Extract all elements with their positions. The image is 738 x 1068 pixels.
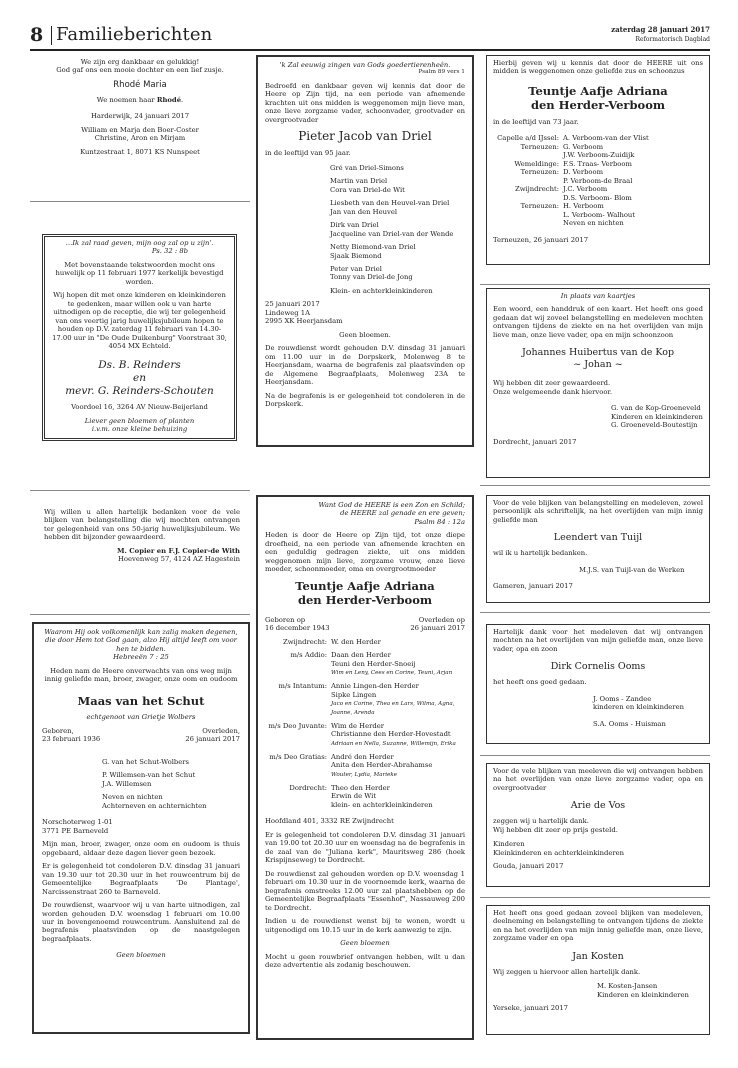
label: Geboren, xyxy=(42,726,74,735)
place: Wemeldinge: xyxy=(514,159,559,168)
note: Geen bloemen xyxy=(340,939,390,948)
family-member: Neven en nichten xyxy=(102,793,163,802)
family-member: J.A. Willemsen xyxy=(102,779,152,788)
thanks-kosten xyxy=(486,905,710,1035)
text: We zijn erg dankbaar en gelukkig! xyxy=(80,58,200,66)
thanks-ooms xyxy=(486,624,710,744)
text: De rouwdienst zal gehouden worden op D.V. woensdag 1 februari om 10.30 uur in de voornoemde kerk, waarna de begrafenis omstreeks 12.00 uur zal plaatshebben op de Gemeentelijke Begraafplaats "Essenhof", Nassauweg 200 te Dordrecht. xyxy=(265,869,465,912)
paper-name: Reformatorisch Dagblad xyxy=(635,36,710,43)
family-member: Peter van Driel xyxy=(330,264,382,273)
signature: kinderen en kleinkinderen xyxy=(593,703,684,712)
text: We noemen haar xyxy=(96,95,155,104)
member: D. Verboom xyxy=(563,168,604,177)
header-rule xyxy=(30,49,710,51)
family-row xyxy=(265,801,465,809)
section-title: Familieberichten xyxy=(56,24,213,45)
label: Overleden op xyxy=(418,615,465,624)
text: Een woord, een handdruk of een kaart. Het heeft ons goed gedaan dat wij zoveel belangstelling en medeleven mochten ontvangen tijdens de ziekte en na het overlijden van mijn lieve man, onze lieve vader, opa en mijn schoonzoon xyxy=(493,305,703,339)
header-divider xyxy=(51,26,52,45)
signature: Kinderen en kleinkinderen xyxy=(611,412,703,421)
family-row xyxy=(265,722,465,748)
place-date: Dordrecht, januari 2017 xyxy=(493,437,577,446)
deceased-name: Jan Kosten xyxy=(572,950,624,962)
place-date: Terneuzen, 26 januari 2017 xyxy=(493,235,589,244)
place: m/s Deo Juvante: xyxy=(268,721,327,730)
signature: M. Kosten-Jansen xyxy=(597,982,658,991)
grandchildren: Adriaan en Nella, Suzanne, Willemijn, Erika xyxy=(331,740,456,747)
text: Voor de vele blijken van meeleven die wij ontvangen hebben na het overlijden van onze lieve zorgzame vader, opa en overgrootvader xyxy=(493,767,703,792)
family-member: Klein- en achterkleinkinderen xyxy=(330,286,433,295)
text: De rouwdienst, waarvoor wij u van harte uitnodigen, zal worden gehouden D.V. woensdag 1 februari om 10.00 uur in bovengenoemd rouwcentrum. Aansluitend zal de begrafenis plaatsvinden op de naastgelegen begraafplaats. xyxy=(42,901,240,943)
place: Terneuzen: xyxy=(520,168,559,177)
family xyxy=(42,758,240,810)
thanks-copier xyxy=(42,506,242,574)
note: Geen bloemen. xyxy=(339,330,391,339)
signature: Kinderen en kleinkinderen xyxy=(597,990,689,999)
address: 3771 PE Barneveld xyxy=(42,826,109,835)
signature: J. Ooms - Zandee xyxy=(593,694,652,703)
deceased-name: Teuntje Aafje Adriana xyxy=(295,578,435,593)
place: Terneuzen: xyxy=(520,142,559,151)
quote: Waarom Hij ook volkomenlijk kan zalig maken degenen, die door Hem tot God gaan, alzo Hij altijd leeft om voor hen te bidden. xyxy=(44,628,238,653)
text: De rouwdienst wordt gehouden D.V. dinsdag 31 januari om 11.00 uur in de Dorpskerk, Molenweg 8 te Heerjansdam, waarna de begrafenis zal plaatsvinden op de Algemene Begraafplaats, Molenweg 23A te Heerjansdam. xyxy=(265,344,465,387)
text: Wij willen u allen hartelijk bedanken voor de vele blijken van belangstelling die wij mochten ontvangen ter gelegenheid van ons 50-jarig huwelijksjubileum. We hebben dit bijzonder gewaardeerd. xyxy=(44,508,240,542)
member: L. Verboom- Walhout xyxy=(563,210,636,219)
value: 26 januari 2017 xyxy=(185,735,240,744)
parents: William en Marja den Boer-Coster xyxy=(81,125,199,134)
member: Theo den Herder xyxy=(331,783,390,792)
member: Christianne den Herder-Hovestadt xyxy=(331,730,451,739)
place-date: Gameren, januari 2017 xyxy=(493,582,573,591)
age: in de leeftijd van 73 jaar. xyxy=(493,117,579,126)
birth-announcement xyxy=(30,55,250,195)
text: Er is gelegenheid tot condoleren D.V. dinsdag 31 januari van 19.00 tot 20.30 uur en woensdag na de begrafenis in de zaal van de "Juliana kerk", Mauritsweg 286 (hoek Krispijnseweg) te Dordrecht. xyxy=(265,830,465,865)
separator xyxy=(30,614,250,615)
family-list xyxy=(265,638,465,810)
family-member: Dirk van Driel xyxy=(330,221,379,230)
member: P. Verboom-de Braal xyxy=(563,176,633,185)
place: Dordrecht: xyxy=(289,783,327,792)
text: wil ik u hartelijk bedanken. xyxy=(493,549,588,558)
family-member: Achterneven en achternichten xyxy=(102,801,207,810)
member: Erwin de Wit xyxy=(331,792,377,801)
deceased-name: den Herder-Verboom xyxy=(297,593,433,608)
value: 16 december 1943 xyxy=(265,624,330,633)
separator xyxy=(30,490,250,491)
place xyxy=(493,151,563,159)
died xyxy=(410,616,465,633)
note: i.v.m. onze kleine behuizing xyxy=(91,425,188,434)
address: 2995 XK Heerjansdam xyxy=(265,317,343,326)
member: Wim de Herder xyxy=(331,721,385,730)
quote: 'k Zal eeuwig zingen van Gods goedertierenheên. xyxy=(279,61,451,69)
obituary-verboom xyxy=(486,55,710,265)
text: We noemen haar Rhodé. xyxy=(96,95,184,104)
address: Hoevenweg 57, 4124 AZ Hagestein xyxy=(118,555,240,564)
signature: S.A. Ooms - Huisman xyxy=(593,719,666,728)
family-row xyxy=(493,177,703,185)
date: 25 januari 2017 xyxy=(265,300,320,309)
deceased-name: Johannes Huibertus van de Kop xyxy=(521,347,675,359)
family-row xyxy=(265,784,465,801)
separator xyxy=(30,201,250,202)
place: Terneuzen: xyxy=(520,202,559,211)
signature: G. Groeneveld-Boutestijn xyxy=(611,421,698,430)
place: Zwijndrecht: xyxy=(282,637,327,646)
member: A. Verboom-van der Vlist xyxy=(563,134,649,143)
born xyxy=(42,727,100,744)
quote: Want God de HEERE is een Zon en Schild; xyxy=(318,501,465,509)
family-row xyxy=(493,219,703,227)
signatures xyxy=(493,695,703,728)
text: Mijn man, broer, zwager, onze oom en oudoom is thuis opgebaard, aldaar deze dagen liever geen bezoek. xyxy=(42,840,240,857)
place: m/s Intantum: xyxy=(278,682,327,691)
signatures xyxy=(493,982,703,999)
address: Voordoel 16, 3264 AV Nieuw-Beijerland xyxy=(71,403,208,412)
text: Het heeft ons goed gedaan zoveel blijken van medeleven, deelneming en belangstelling te ontvangen tijdens de ziekte en na het overlijden van mijn innig geliefde man, onze lieve, zorgzame vader en opa xyxy=(493,909,703,943)
family-row xyxy=(265,651,465,677)
thanks-van-tuijl xyxy=(486,495,710,603)
place xyxy=(493,219,563,227)
text: God gaf ons een mooie dochter en een lief zusje. xyxy=(56,66,224,75)
family-row xyxy=(493,160,703,168)
value: 26 januari 2017 xyxy=(410,624,465,633)
age: in de leeftijd van 95 jaar. xyxy=(265,149,351,158)
member: H. Verboom xyxy=(563,202,604,211)
family-row xyxy=(265,638,465,646)
place-date: Gouda, januari 2017 xyxy=(493,862,564,871)
member: klein- en achterkleinkinderen xyxy=(331,800,433,809)
text: Wij hopen dit met onze kinderen en kleinkinderen te gedenken, maar willen ook u van harte uitnodigen op de receptie, die wij ter gelegenheid van ons veertig jarig huwelijksjubileum hopen te houden op D.V. zaterdag 11 februari van 14.30-17.00 uur in "De Oude Duikenburg" Voorstraat 30, 4054 MX Echteld. xyxy=(52,291,227,351)
deceased-name: den Herder-Verboom xyxy=(530,98,666,113)
family-member: Gré van Driel-Simons xyxy=(330,163,404,172)
members xyxy=(331,651,465,677)
text: Wij hebben dit zeer op prijs gesteld. xyxy=(493,825,618,834)
child-name-bold: Rhodé xyxy=(156,95,182,104)
value: 23 februari 1936 xyxy=(42,735,101,744)
text: Voor de vele blijken van belangstelling en medeleven, zowel persoonlijk als schriftelijk, na het overlijden van mijn innig geliefde man xyxy=(493,499,703,524)
place-date: Yerseke, januari 2017 xyxy=(493,1004,568,1013)
address: Hoofdland 401, 3332 RE Zwijndrecht xyxy=(265,817,394,826)
signature: G. van de Kop-Groeneveld xyxy=(611,404,701,413)
note: Liever geen bloemen of planten xyxy=(84,416,195,425)
family-member: P. Willemsen-van het Schut xyxy=(102,771,196,780)
deceased-name: Maas van het Schut xyxy=(77,693,205,708)
place xyxy=(493,177,563,185)
signature: M.J.S. van Tuijl-van de Werken xyxy=(579,565,685,574)
obituary-maas xyxy=(32,622,250,1034)
empty xyxy=(265,801,331,809)
title: In plaats van kaartjes xyxy=(560,292,636,300)
dates xyxy=(42,727,240,744)
family-row xyxy=(493,143,703,151)
separator xyxy=(480,284,710,285)
place xyxy=(493,194,563,202)
family-row xyxy=(493,151,703,159)
separator xyxy=(480,755,710,756)
member: G. Verboom xyxy=(563,142,604,151)
spouse: echtgenoot van Grietje Wolbers xyxy=(86,713,196,722)
members xyxy=(331,784,465,801)
name: mevr. G. Reinders-Schouten xyxy=(65,385,214,398)
quote: de HEERE zal genade en ere geven; xyxy=(340,509,465,518)
text: Heden is door de Heere op Zijn tijd, tot onze diepe droefheid, na een periode van afnemende krachten en een geduldig gedragen ziekte, uit ons midden weggenomen mijn lieve, zorgzame vrouw, onze lieve moeder, schoonmoeder, oma en overgrootmoeder xyxy=(265,531,465,574)
family-member: Cora van Driel-de Wit xyxy=(330,185,405,194)
family-row xyxy=(265,682,465,717)
name: en xyxy=(133,371,146,384)
text: Hierbij geven wij u kennis dat door de HEERE uit ons midden is weggenomen onze geliefde zus en schoonzus xyxy=(493,59,703,76)
deceased-name: Teuntje Aafje Adriana xyxy=(528,83,668,98)
family-row xyxy=(493,134,703,142)
member: J.C. Verboom xyxy=(563,185,608,194)
signatures xyxy=(493,404,703,429)
member: Anita den Herder-Abrahamse xyxy=(331,761,433,770)
signature: M. Copier en F.J. Copier-de With xyxy=(117,546,240,555)
family-member: Jacqueline van Driel-van der Wende xyxy=(330,229,454,238)
family-member: Netty Biemond-van Driel xyxy=(330,243,416,252)
place: m/s Addio: xyxy=(290,651,327,660)
family-row xyxy=(493,185,703,193)
place: m/s Deo Gratias: xyxy=(269,752,327,761)
text: Onze welgemeende dank hiervoor. xyxy=(493,387,613,396)
family-member: Liesbeth van den Heuvel-van Driel xyxy=(330,199,450,208)
place xyxy=(493,211,563,219)
address: Norschoterweg 1-01 xyxy=(42,818,113,827)
obituary-den-herder xyxy=(256,495,474,1040)
quote-ref: Hebreeën 7 : 25 xyxy=(113,653,169,662)
family-row xyxy=(493,168,703,176)
family-member: G. van het Schut-Wolbers xyxy=(102,757,190,766)
quote-ref: Psalm 89 vers 1 xyxy=(418,69,465,76)
dates xyxy=(265,616,465,633)
family-row xyxy=(265,753,465,779)
label: Geboren op xyxy=(265,615,306,624)
child-name: Rhodé Maria xyxy=(113,79,167,90)
quote: …Ik zal raad geven, mijn oog zal op u zijn'. xyxy=(65,239,214,247)
member: Teuni den Herder-Snoeij xyxy=(331,659,416,668)
grandchildren: Wim en Leny, Cees en Corine, Teuni, Arjan xyxy=(331,670,453,677)
grandchildren: Wouter, Lydia, Marieke xyxy=(331,771,398,778)
text: Bedroefd en dankbaar geven wij kennis dat door de Heere op Zijn tijd, na een periode van afnemende krachten uit ons midden is weggenomen mijn lieve man, onze lieve zorgzame vader, schoonvader, grootvader en overgrootvader xyxy=(265,81,465,124)
place: Capelle a/d IJssel: xyxy=(497,134,559,143)
deceased-name: Dirk Cornelis Ooms xyxy=(550,661,646,673)
signatures xyxy=(493,840,703,857)
obituary-van-driel xyxy=(256,55,474,447)
family-member: Martin van Driel xyxy=(330,177,388,186)
place-date: Harderwijk, 24 januari 2017 xyxy=(90,112,190,121)
text: Heden nam de Heere onverwachts van ons weg mijn innig geliefde man, broer, zwager, onze oom en oudoom xyxy=(44,666,238,684)
member: André den Herder xyxy=(331,752,394,761)
member: Neven en nichten xyxy=(563,219,624,228)
address: Kuntzestraat 1, 8071 KS Nunspeet xyxy=(80,147,200,156)
text: Met bovenstaande tekstwoorden mocht ons huwelijk op 11 februari 1977 kerkelijk bevestigd worden. xyxy=(55,260,224,286)
family-row xyxy=(493,194,703,202)
members xyxy=(331,722,465,748)
text: Indien u de rouwdienst wenst bij te wonen, wordt u uitgenodigd om 10.15 uur in de kerk aanwezig te zijn. xyxy=(265,917,465,934)
place: Zwijndrecht: xyxy=(514,185,559,194)
member: D.S. Verboom- Blom xyxy=(563,193,632,202)
signature: Kleinkinderen en achterkleinkinderen xyxy=(493,848,625,857)
separator xyxy=(480,485,710,486)
note: Geen bloemen xyxy=(116,951,166,960)
deceased-name: Pieter Jacob van Driel xyxy=(298,129,432,144)
member: J.W. Verboom-Zuidijk xyxy=(563,151,635,160)
text: Hartelijk dank voor het medeleven dat wij ontvangen mochten na het overlijden van mijn geliefde man, onze lieve vader, opa en zoon xyxy=(493,628,703,653)
anniversary-announcement xyxy=(42,234,237,441)
members xyxy=(331,753,465,779)
deceased-name: Leendert van Tuijl xyxy=(553,532,643,544)
family-list xyxy=(493,134,703,227)
text: Wij zeggen u hiervoor allen hartelijk dank. xyxy=(493,967,641,976)
thanks-van-de-kop xyxy=(486,288,710,478)
died xyxy=(185,727,240,744)
family-member: Sjaak Biemond xyxy=(330,251,382,260)
member: Annie Lingen-den Herder xyxy=(331,682,419,691)
page-header xyxy=(30,22,710,48)
page-number: 8 xyxy=(30,24,44,46)
family-row xyxy=(493,211,703,219)
text: het heeft ons goed gedaan. xyxy=(493,678,587,687)
issue-date: zaterdag 28 januari 2017 xyxy=(611,25,710,34)
member: W. den Herder xyxy=(331,637,381,646)
siblings: Christine, Aron en Mirjam xyxy=(94,134,186,143)
text: zeggen wij u hartelijk dank. xyxy=(493,817,589,826)
family-member: Jan van den Heuvel xyxy=(330,207,398,216)
thanks-de-vos xyxy=(486,763,710,887)
separator xyxy=(480,897,710,898)
deceased-name: Arie de Vos xyxy=(570,800,626,812)
quote-ref: Psalm 84 : 12a xyxy=(414,517,465,526)
signature: Kinderen xyxy=(493,840,525,849)
text: Na de begrafenis is er gelegenheid tot condoleren in de Dorpskerk. xyxy=(265,391,465,409)
member: F.S. Traas- Verboom xyxy=(563,159,632,168)
address: Lindeweg 1A xyxy=(265,308,311,317)
family xyxy=(265,164,465,296)
text: Mocht u geen rouwbrief ontvangen hebben, wilt u dan deze advertentie als zodanig beschouwen. xyxy=(265,952,465,970)
deceased-name: ~ Johan ~ xyxy=(573,359,623,371)
quote-ref: Ps. 32 : 8b xyxy=(151,247,188,256)
family-row xyxy=(493,202,703,210)
member: Sipke Lingen xyxy=(331,690,377,699)
name: Ds. B. Reinders xyxy=(98,358,181,371)
text: Er is gelegenheid tot condoleren D.V. dinsdag 31 januari van 19.30 uur tot 20.30 uur in het rouwcentrum bij de Gemeentelijke Begraafplaats 'De Plantage', Narcissenstraat 260 te Barneveld. xyxy=(42,862,240,896)
family-member: Tonny van Driel-de Jong xyxy=(330,273,413,282)
members xyxy=(331,682,465,717)
grandchildren: Jaco en Corine, Thea en Lars, Wilma, Agna, Joanne, Arenda xyxy=(331,701,455,716)
born xyxy=(265,616,330,633)
label: Overleden, xyxy=(202,726,240,735)
member: Daan den Herder xyxy=(331,651,391,660)
text: Wij hebben dit zeer gewaardeerd. xyxy=(493,379,611,388)
separator xyxy=(480,612,710,613)
